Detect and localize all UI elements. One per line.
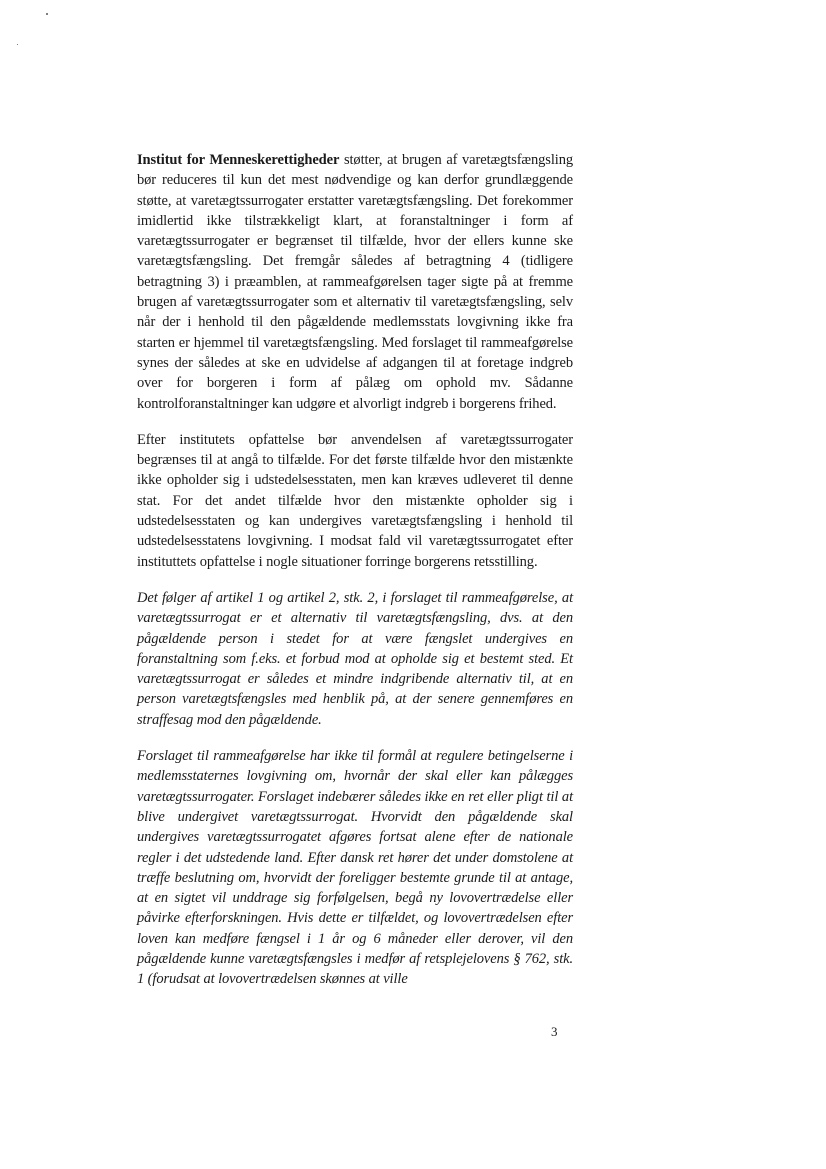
institution-name: Institut for Menneskerettigheder <box>137 152 340 168</box>
paragraph-3-quote: Det følger af artikel 1 og artikel 2, stk. 2, i forslaget til rammeafgørelse, at varetægtssurrogat er et alternativ til varetægtsfængsling, dvs. at den pågældende person i stedet for at være fængslet undergives en foranstaltning som f.eks. et forbud mod at opholde sig et bestemt sted. Et varetægtssurrogat er således et mindre indgribende alternativ til, at en person varetægtsfængsles med henblik på, at der senere gennemføres en straffesag mod den pågældende. <box>137 589 573 728</box>
paragraph-1-text: støtter, at brugen af varetægtsfængsling bør reduceres til kun det mest nødvendige og kan derfor grundlæggende støtte, at varetægtssurrogater erstatter varetægtsfængsling. Det forekommer imidlertid ikke tilstrækkeligt klart, at foranstaltninger i form af varetægtssurrogater er begrænset til tilfælde, hvor der ellers kunne ske varetægtsfængsling. Det fremgår således af betragtning 4 (tidligere betragtning 3) i præamblen, at rammeafgørelsen tager sigte på at fremme brugen af varetægtssurrogater som et alternativ til varetægtsfængsling, selv når der i henhold til den pågældende medlemsstats lovgivning ikke fra starten er hjemmel til varetægtsfængsling. Med forslaget til rammeafgørelse synes der således at ske en udvidelse af adgangen til at foretage indgreb over for borgeren i form af pålæg om ophold mv. Sådanne kontrolforanstaltninger kan udgøre et alvorligt indgreb i borgerens frihed. <box>137 152 573 412</box>
paragraph-1 <box>137 150 573 414</box>
document-body <box>137 150 573 1006</box>
paragraph-2: Efter institutets opfattelse bør anvendelsen af varetægtssurrogater begrænses til at angå to tilfælde. For det første tilfælde hvor den mistænkte ikke opholder sig i udstedelsesstaten, men kan kræves udleveret til denne stat. For det andet tilfælde hvor den mistænkte opholder sig i udstedelsesstaten og kan undergives varetægtsfængsling i henhold til udstedelsesstatens lovgivning. I modsat fald vil varetægtssurrogatet efter instituttets opfattelse i nogle situationer forringe borgerens retsstilling. <box>137 431 573 570</box>
scan-speck <box>46 13 48 15</box>
page-number: 3 <box>551 1024 558 1039</box>
scan-speck <box>17 44 18 45</box>
paragraph-4-quote: Forslaget til rammeafgørelse har ikke til formål at regulere betingelserne i medlemsstaternes lovgivning om, hvornår der skal eller kan pålægges varetægtssurrogater. Forslaget indebærer således ikke en ret eller pligt til at blive undergivet varetægtssurrogat. Hvorvidt den pågældende skal undergives varetægtssurrogatet afgøres fortsat alene efter de nationale regler i det udstedende land. Efter dansk ret hører det under domstolene at træffe beslutning om, hvorvidt der foreligger bestemte grunde til at antage, at en sigtet vil unddrage sig forfølgelsen, begå ny lovovertrædelse eller påvirke efterforskningen. Hvis dette er tilfældet, og lovovertrædelsen efter loven kan medføre fængsel i 1 år og 6 måneder eller derover, vil den pågældende kunne varetægtsfængsles i medfør af retsplejelovens § 762, stk. 1 (forudsat at lovovertrædelsen skønnes at ville <box>137 748 573 988</box>
